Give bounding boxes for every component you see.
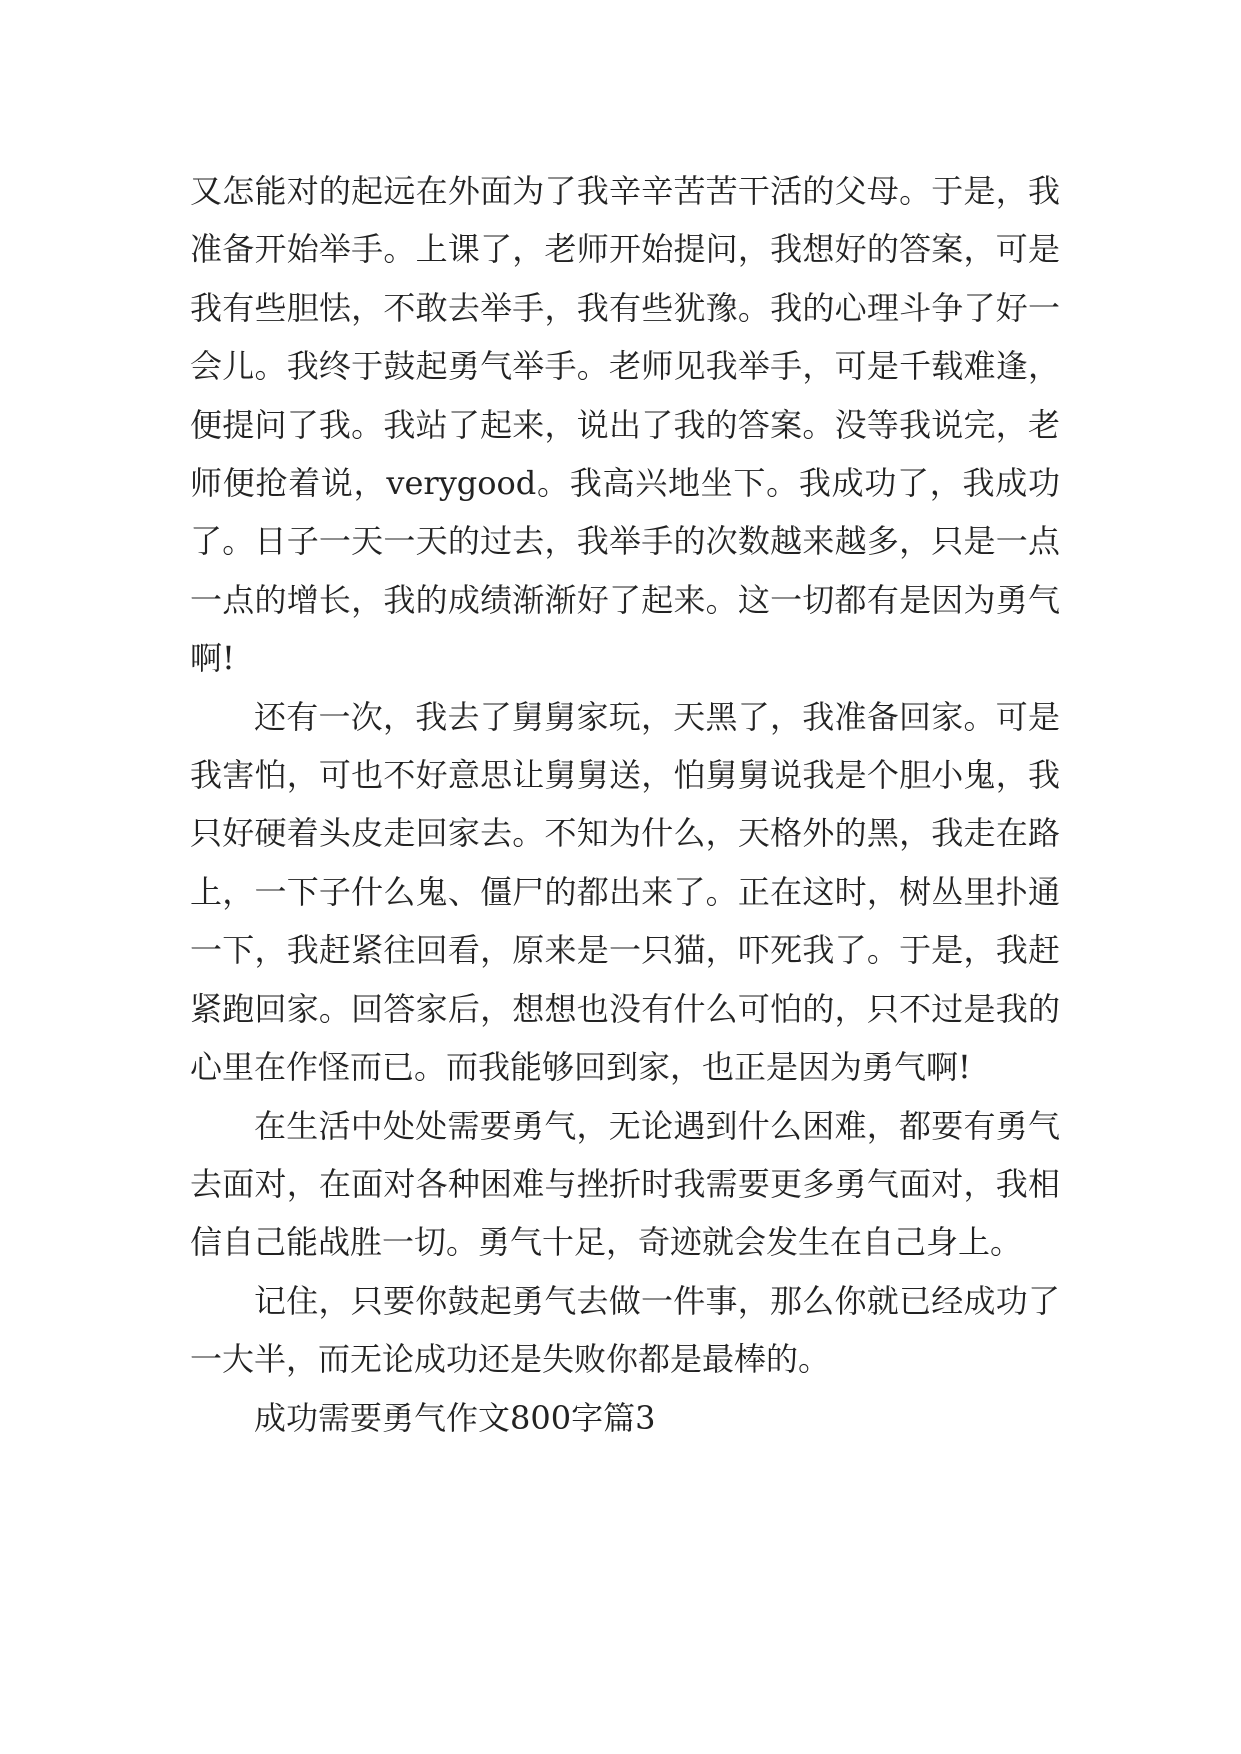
paragraph: 记住，只要你鼓起勇气去做一件事，那么你就已经成功了一大半，而无论成功还是失败你都是最棒的。 [190, 1281, 1060, 1379]
document-body [190, 162, 1060, 1447]
section-heading: 成功需要勇气作文800字篇3 [254, 1398, 656, 1437]
paragraph-continued: 又怎能对的起远在外面为了我辛辛苦苦干活的父母。于是，我准备开始举手。上课了，老师开始提问，我想好的答案，可是我有些胆怯，不敢去举手，我有些犹豫。我的心理斗争了好一会儿。我终于鼓起勇气举手。老师见我举手，可是千载难逢，便提问了我。我站了起来，说出了我的答案。没等我说完，老师便抢着说，verygood。我高兴地坐下。我成功了，我成功了。日子一天一天的过去，我举手的次数越来越多，只是一点一点的增长，我的成绩渐渐好了起来。这一切都有是因为勇气啊! [190, 172, 1060, 678]
paragraph: 在生活中处处需要勇气，无论遇到什么困难，都要有勇气去面对，在面对各种困难与挫折时我需要更多勇气面对，我相信自己能战胜一切。勇气十足，奇迹就会发生在自己身上。 [190, 1106, 1060, 1262]
paragraph: 还有一次，我去了舅舅家玩，天黑了，我准备回家。可是我害怕，可也不好意思让舅舅送，怕舅舅说我是个胆小鬼，我只好硬着头皮走回家去。不知为什么，天格外的黑，我走在路上，一下子什么鬼、僵尸的都出来了。正在这时，树丛里扑通一下，我赶紧往回看，原来是一只猫，吓死我了。于是，我赶紧跑回家。回答家后，想想也没有什么可怕的，只不过是我的心里在作怪而已。而我能够回到家，也正是因为勇气啊! [190, 697, 1060, 1087]
